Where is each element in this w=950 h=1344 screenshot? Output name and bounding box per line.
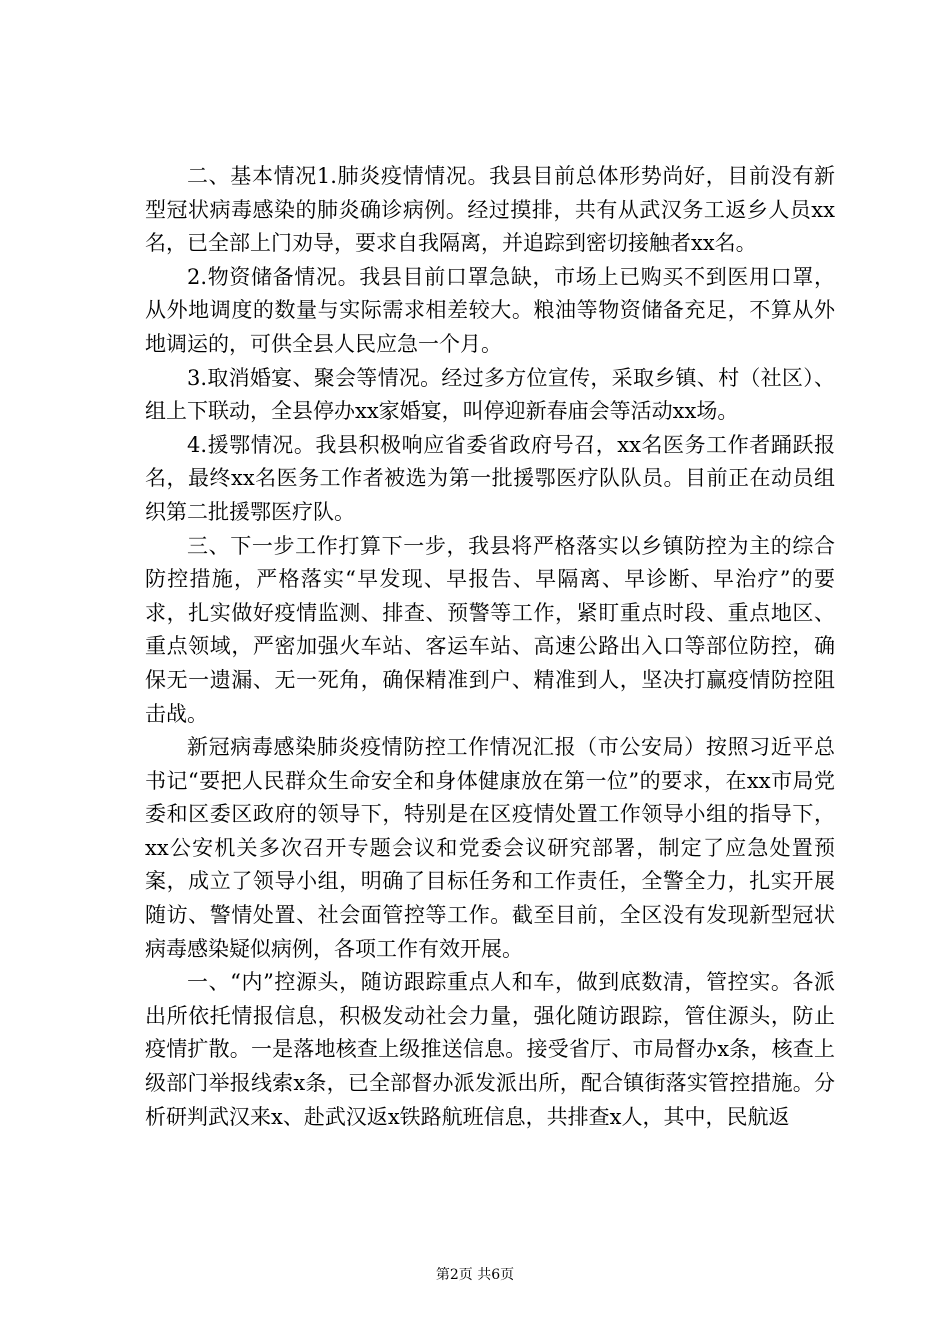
paragraph-basic-situation: 二、基本情况1.肺炎疫情情况。我县目前总体形势尚好，目前没有新型冠状病毒感染的肺炎确诊病例。经过摸排，共有从武汉务工返乡人员xx名，已全部上门劝导，要求自我隔离，并追踪到密切接触者xx名。 (145, 164, 835, 256)
paragraph-cancel-banquets: 3.取消婚宴、聚会等情况。经过多方位宣传，采取乡镇、村（社区）、组上下联动，全县停办xx家婚宴，叫停迎新春庙会等活动xx场。 (145, 365, 835, 424)
paragraph-material-reserves: 2.物资储备情况。我县目前口罩急缺，市场上已购买不到医用口罩，从外地调度的数量与实际需求相差较大。粮油等物资储备充足，不算从外地调运的，可供全县人民应急一个月。 (145, 264, 835, 356)
document-body (145, 160, 835, 1134)
paragraph-next-steps: 三、下一步工作打算下一步，我县将严格落实以乡镇防控为主的综合防控措施，严格落实“早发现、早报告、早隔离、早诊断、早治疗”的要求，扎实做好疫情监测、排查、预警等工作，紧盯重点时段、重点地区、重点领域，严密加强火车站、客运车站、高速公路出入口等部位防控，确保无一遗漏、无一死角，确保精准到户、精准到人，坚决打赢疫情防控阻击战。 (145, 533, 835, 726)
paragraph-aid-hubei: 4.援鄂情况。我县积极响应省委省政府号召，xx名医务工作者踊跃报名，最终xx名医务工作者被选为第一批援鄂医疗队队员。目前正在动员组织第二批援鄂医疗队。 (145, 432, 835, 524)
paragraph-control-source: 一、“内”控源头，随访跟踪重点人和车，做到底数清，管控实。各派出所依托情报信息，积极发动社会力量，强化随访跟踪，管住源头，防止疫情扩散。一是落地核查上级推送信息。接受省厅、市局督办x条，核查上级部门举报线索x条，已全部督办派发派出所，配合镇街落实管控措施。分析研判武汉来x、赴武汉返x铁路航班信息，共排查x人，其中，民航返 (145, 970, 835, 1129)
paragraph-police-report: 新冠病毒感染肺炎疫情防控工作情况汇报（市公安局）按照习近平总书记“要把人民群众生命安全和身体健康放在第一位”的要求，在xx市局党委和区委区政府的领导下，特别是在区疫情处置工作领导小组的指导下，xx公安机关多次召开专题会议和党委会议研究部署，制定了应急处置预案，成立了领导小组，明确了目标任务和工作责任，全警全力，扎实开展随访、警情处置、社会面管控等工作。截至目前，全区没有发现新型冠状病毒感染疑似病例，各项工作有效开展。 (145, 735, 835, 961)
page-number-footer: 第2页 共6页 (435, 1267, 515, 1283)
